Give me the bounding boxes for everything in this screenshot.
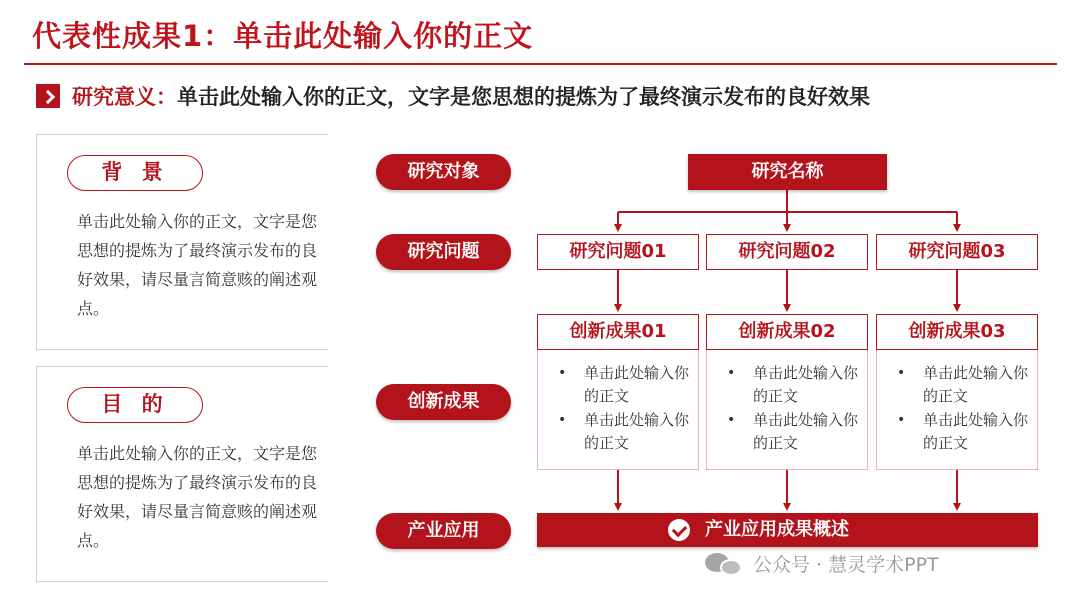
application-summary-text: 产业应用成果概述 [705, 519, 849, 540]
research-name-box: 研究名称 [688, 154, 887, 190]
wechat-icon [705, 551, 745, 577]
question-box-01: 研究问题01 [537, 234, 699, 270]
result-heading-01: 创新成果01 [537, 314, 699, 350]
significance-label: 研究意义： [72, 85, 177, 109]
row-label-research-object: 研究对象 [376, 154, 511, 190]
purpose-text: 单击此处输入你的正文，文字是您思想的提炼为了最终演示发布的良好效果，请尽量言简意赅的阐述观点。 [77, 444, 318, 550]
result-heading-03: 创新成果03 [876, 314, 1038, 350]
watermark [705, 550, 939, 580]
watermark-text: 公众号 · 慧灵学术PPT [753, 554, 939, 576]
question-box-02: 研究问题02 [706, 234, 868, 270]
result-bullet: • 单击此处输入你的正文 [558, 409, 692, 455]
result-bullet: • 单击此处输入你的正文 [558, 362, 692, 408]
check-circle-icon [668, 519, 690, 541]
result-bullet: • 单击此处输入你的正文 [897, 362, 1031, 408]
result-heading-02: 创新成果02 [706, 314, 868, 350]
application-summary-bar [537, 513, 1038, 547]
row-label-innovation-results: 创新成果 [376, 384, 511, 420]
significance-text: 单击此处输入你的正文，文字是您思想的提炼为了最终演示发布的良好效果 [177, 85, 870, 109]
result-bullet: • 单击此处输入你的正文 [897, 409, 1031, 455]
result-body-03 [876, 350, 1038, 470]
row-label-industry-application: 产业应用 [376, 513, 511, 549]
row-label-research-questions: 研究问题 [376, 234, 511, 270]
page-title: 代表性成果1：单击此处输入你的正文 [32, 19, 534, 53]
background-heading: 背 景 [67, 155, 203, 191]
result-body-02 [706, 350, 868, 470]
question-box-03: 研究问题03 [876, 234, 1038, 270]
background-text: 单击此处输入你的正文，文字是您思想的提炼为了最终演示发布的良好效果，请尽量言简意赅的阐述观点。 [77, 212, 318, 318]
result-bullet: • 单击此处输入你的正文 [727, 409, 861, 455]
purpose-heading: 目 的 [67, 387, 203, 423]
result-body-01 [537, 350, 699, 470]
result-bullet: • 单击此处输入你的正文 [727, 362, 861, 408]
